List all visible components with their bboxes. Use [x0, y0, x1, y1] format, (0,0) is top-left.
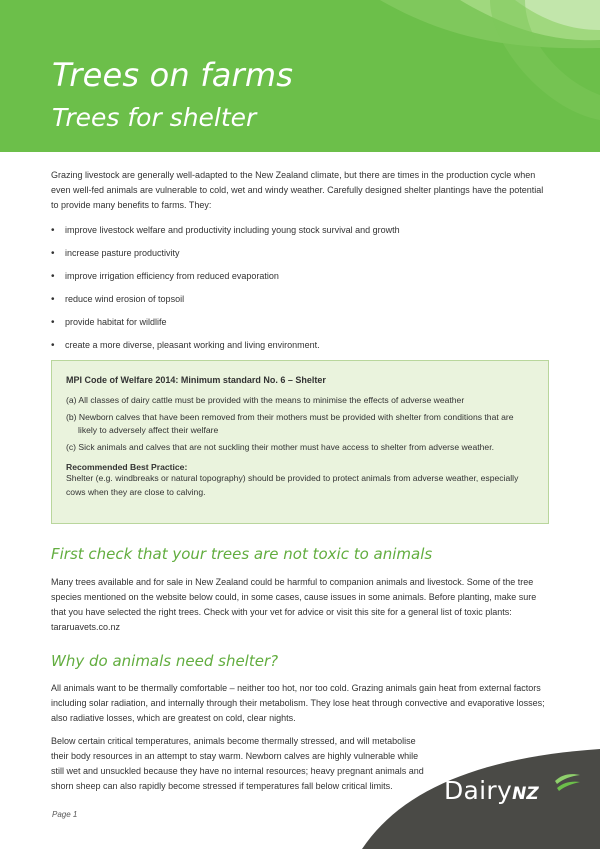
page-number: Page 1 [52, 810, 78, 819]
intro-section [51, 168, 551, 357]
callout-item: (a) All classes of dairy cattle must be provided with the means to minimise the effects of adverse weather [66, 395, 465, 405]
recommended-practice-title: Recommended Best Practice: [66, 462, 188, 472]
callout-item: (c) Sick animals and calves that are not suckling their mother must have access to shelter from adverse weather. [66, 441, 494, 452]
intro-paragraph: Grazing livestock are generally well-adapted to the New Zealand climate, but there are times in the production cycle when even well-fed animals are vulnerable to cold, wet and windy weather. Carefully designed shelter plantings have the potential to provide many benefits to farms. They: [51, 170, 544, 210]
list-item: • reduce wind erosion of topsoil [51, 288, 551, 311]
mpi-welfare-callout [51, 360, 549, 524]
section-paragraph: All animals want to be thermally comfortable – neither too hot, nor too cold. Grazing animals gain heat from external factors including solar radiation, and internally through their metabolism. They lose heat through convective and evaporative losses; also radiative losses, which are greatest on cold, clear nights. [51, 683, 545, 723]
callout-item: (b) Newborn calves that have been removed from their mothers must be provided with shelter from conditions that are likely to adversely affect their welfare [66, 411, 514, 435]
list-item: • provide habitat for wildlife [51, 311, 551, 334]
dairynz-logo [444, 776, 539, 805]
callout-title: MPI Code of Welfare 2014: Minimum standard No. 6 – Shelter [66, 375, 326, 385]
list-item: • create a more diverse, pleasant working and living environment. [51, 334, 551, 357]
section-heading: First check that your trees are not toxic to animals [51, 545, 433, 563]
logo-swoosh-icon [553, 772, 581, 794]
section-paragraph: Many trees available and for sale in New Zealand could be harmful to companion animals and livestock. Some of the tree species mentioned on the website below could, in some cases, cause issues in some animals. Before planting, make sure that you have selected the right trees. Check with your vet for advice or visit this site for a general list of toxic plants: tararuavets.co.nz [51, 577, 537, 632]
header-banner [0, 0, 600, 152]
logo-text-dairy: Dairy [444, 776, 513, 805]
list-item: • improve irrigation efficiency from reduced evaporation [51, 265, 551, 288]
document-title: Trees on farms [52, 56, 294, 94]
logo-text-nz: NZ [512, 784, 539, 804]
section-paragraph: Below certain critical temperatures, animals become thermally stressed, and will metabolise their body resources in an attempt to stay warm. Newborn calves are highly vulnerable while still wet and unsuckled because they have no internal resources; heavy pregnant animals and shorn sheep can also rapidly become stressed if temperatures fall below critical limits. [51, 736, 424, 791]
document-subtitle: Trees for shelter [52, 103, 257, 132]
benefits-list [51, 219, 551, 357]
recommended-practice-text: Shelter (e.g. windbreaks or natural topography) should be provided to protect animals from adverse weather, especially cows when they are close to calving. [66, 473, 519, 497]
toxic-trees-section [51, 545, 551, 635]
list-item: • improve livestock welfare and productivity including young stock survival and growth [51, 219, 551, 242]
header-swoosh-decoration [340, 0, 600, 152]
list-item: • increase pasture productivity [51, 242, 551, 265]
section-heading: Why do animals need shelter? [51, 652, 279, 670]
